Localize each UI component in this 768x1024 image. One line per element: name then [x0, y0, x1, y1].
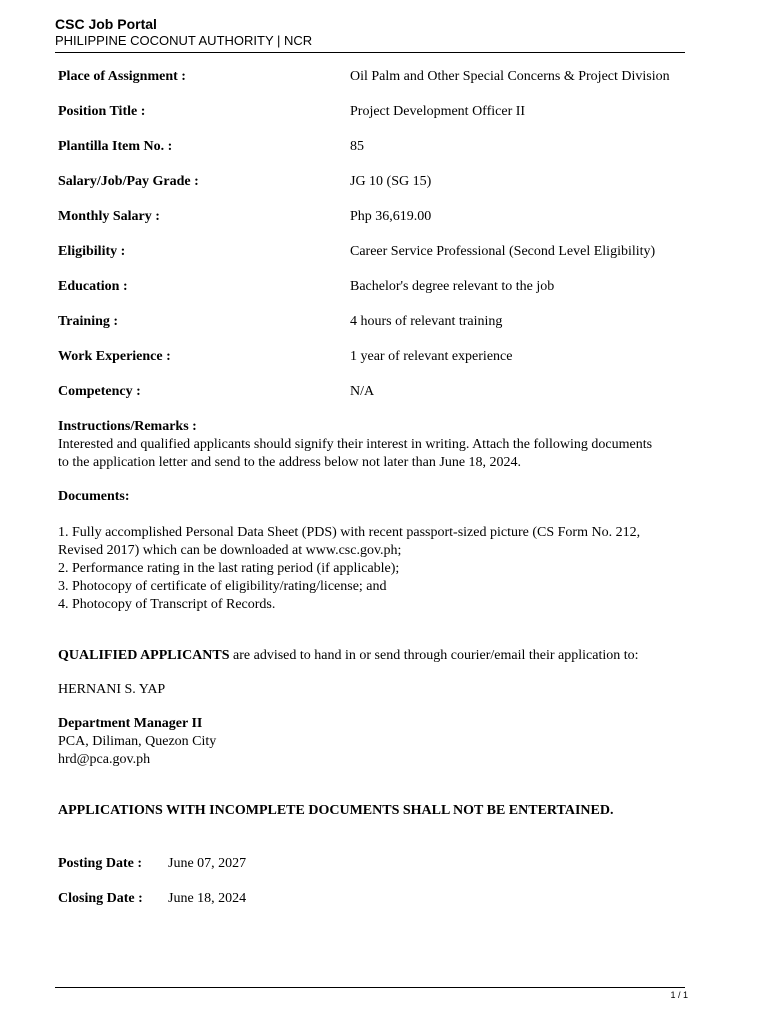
field-value: 85 [350, 139, 364, 154]
field-label: Training : [58, 314, 119, 329]
field-label: Place of Assignment : [58, 69, 186, 84]
field-label: Monthly Salary : [58, 209, 160, 224]
field-competency [58, 383, 698, 418]
field-eligibility [58, 243, 698, 278]
field-training [58, 313, 698, 348]
header-divider [55, 52, 685, 53]
document-header [55, 16, 685, 49]
field-label: Work Experience : [58, 349, 171, 364]
contact-details [58, 715, 698, 769]
documents-heading: Documents: [58, 489, 130, 504]
field-work-experience [58, 348, 698, 383]
field-position-title [58, 103, 698, 138]
document-item: 2. Performance rating in the last rating period (if applicable); [58, 561, 400, 576]
qualified-applicants-bold: QUALIFIED APPLICANTS [58, 648, 230, 663]
contact-name: HERNANI S. YAP [58, 682, 166, 697]
posting-date-label: Posting Date : [58, 856, 142, 871]
closing-date-value: June 18, 2024 [168, 891, 247, 906]
field-value: 1 year of relevant experience [350, 349, 513, 364]
field-label: Eligibility : [58, 244, 126, 259]
field-monthly-salary [58, 208, 698, 243]
instructions-heading: Instructions/Remarks : [58, 419, 197, 434]
field-label: Competency : [58, 384, 141, 399]
qualified-applicants-note [58, 647, 698, 665]
instructions-section [58, 418, 698, 472]
field-label: Salary/Job/Pay Grade : [58, 174, 199, 189]
agency-name: PHILIPPINE COCONUT AUTHORITY | NCR [55, 33, 313, 48]
qualified-applicants-text: are advised to hand in or send through courier/email their application to: [229, 648, 639, 663]
contact-title: Department Manager II [58, 716, 203, 731]
instructions-text-line: to the application letter and send to the address below not later than June 18, 2024. [58, 455, 522, 470]
field-label: Position Title : [58, 104, 146, 119]
field-label: Plantilla Item No. : [58, 139, 173, 154]
contact-email: hrd@pca.gov.ph [58, 752, 151, 767]
page-number: 1 / 1 [670, 990, 688, 1000]
job-details [58, 68, 698, 418]
portal-title: CSC Job Portal [55, 16, 157, 32]
field-pay-grade [58, 173, 698, 208]
field-plantilla-item [58, 138, 698, 173]
field-education [58, 278, 698, 313]
instructions-text-line: Interested and qualified applicants should signify their interest in writing. Attach the following documents [58, 437, 653, 452]
field-value: Oil Palm and Other Special Concerns & Project Division [350, 69, 670, 84]
field-label: Education : [58, 279, 128, 294]
closing-date-label: Closing Date : [58, 891, 143, 906]
field-value: Bachelor's degree relevant to the job [350, 279, 555, 294]
document-item: 3. Photocopy of certificate of eligibility/rating/license; and [58, 579, 387, 594]
document-item: 4. Photocopy of Transcript of Records. [58, 597, 276, 612]
field-value: JG 10 (SG 15) [350, 174, 432, 189]
field-value: Php 36,619.00 [350, 209, 432, 224]
posting-date-value: June 07, 2027 [168, 856, 247, 871]
field-value: Career Service Professional (Second Level Eligibility) [350, 244, 656, 259]
field-value: 4 hours of relevant training [350, 314, 503, 329]
closing-date-row [58, 890, 246, 908]
field-place-of-assignment [58, 68, 698, 103]
document-item: Revised 2017) which can be downloaded at www.csc.gov.ph; [58, 543, 402, 558]
field-value: Project Development Officer II [350, 104, 526, 119]
posting-date-row [58, 855, 246, 873]
documents-list [58, 524, 698, 614]
incomplete-documents-warning: APPLICATIONS WITH INCOMPLETE DOCUMENTS SHALL NOT BE ENTERTAINED. [58, 803, 614, 818]
field-value: N/A [350, 384, 375, 399]
footer-divider [55, 987, 685, 988]
contact-address: PCA, Diliman, Quezon City [58, 734, 217, 749]
document-item: 1. Fully accomplished Personal Data Sheet (PDS) with recent passport-sized picture (CS Form No. 212, [58, 525, 641, 540]
